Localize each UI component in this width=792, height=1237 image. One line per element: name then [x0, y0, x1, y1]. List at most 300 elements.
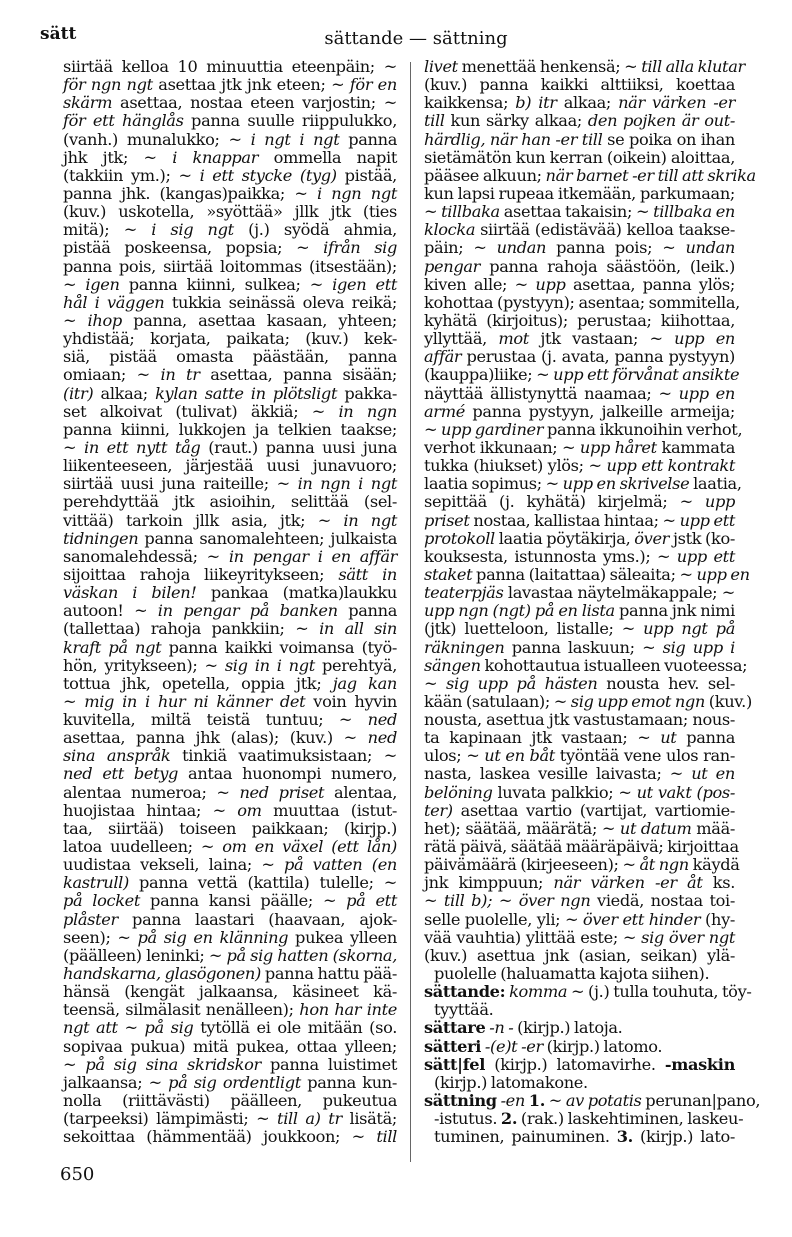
- definition-text: ks.: [702, 873, 735, 893]
- definition-text: asettaa, panna jhk (alas); (kuv.) ~: [63, 728, 368, 748]
- definition-text: panna vettä (kattila) tulelle; ~: [128, 873, 397, 893]
- swedish-phrase: hål i väggen: [63, 292, 165, 312]
- definition-text: jalkaansa; ~: [63, 1072, 169, 1092]
- swedish-phrase: ut en båt: [484, 746, 555, 766]
- text-line: [63, 493, 397, 511]
- text-line: [424, 747, 735, 765]
- text-line: [424, 874, 735, 892]
- swedish-phrase: ut: [660, 728, 677, 748]
- swedish-phrase: upp: [535, 274, 566, 294]
- text-line: [424, 239, 735, 257]
- swedish-phrase: -en: [500, 1091, 525, 1111]
- definition-text: pistää poskeensa, popsia; ~: [63, 238, 324, 258]
- text-line: [63, 258, 397, 276]
- definition-text: ta kapinaan jtk vastaan; ~: [424, 728, 661, 748]
- definition-text: nasta, laskea vesille laivasta; ~: [424, 764, 692, 784]
- text-line: [63, 457, 397, 475]
- definition-text: kohottautua istualleen vuoteessa;: [480, 655, 748, 675]
- definition-text: tyyttää.: [434, 1000, 494, 1020]
- definition-text: taa, siirtää) toiseen paikkaan; (kirjp.): [63, 818, 397, 838]
- definition-text: näyttää ällistynyttä naamaa; ~: [424, 383, 679, 403]
- swedish-phrase: när värken -er: [618, 93, 735, 113]
- text-line: [424, 512, 735, 530]
- definition-text: panna kansi päälle; ~: [140, 891, 347, 911]
- text-line: [63, 947, 397, 965]
- definition-text: selle puolelle, yli; ~: [424, 909, 583, 929]
- text-line: [63, 58, 397, 76]
- text-line: [424, 820, 735, 838]
- text-line: [63, 602, 397, 620]
- text-line: [63, 1019, 397, 1037]
- definition-text: laatia,: [689, 474, 742, 494]
- swedish-phrase: upp håret: [579, 437, 657, 457]
- swedish-phrase: sängen: [424, 655, 481, 675]
- text-line: [424, 1109, 744, 1129]
- definition-text: se poika on ihan: [602, 129, 735, 149]
- text-line: [63, 421, 397, 439]
- definition-text: sijoittaa rahoja liikeyritykseen;: [63, 564, 339, 584]
- definition-text: mää-: [691, 818, 735, 838]
- text-line: [424, 584, 735, 602]
- swedish-phrase: in ngn i ngt: [297, 474, 397, 494]
- guide-word: sätt: [40, 24, 77, 44]
- definition-text: puolelle (haluamatta kajota siihen).: [434, 964, 710, 984]
- swedish-phrase: i ett stycke (tyg): [199, 165, 337, 185]
- text-line: [63, 294, 397, 312]
- text-line: [424, 1091, 761, 1111]
- text-line: [424, 1056, 735, 1074]
- swedish-phrase: ut en: [691, 764, 735, 784]
- swedish-phrase: hon har inte: [299, 1000, 397, 1020]
- text-line: [63, 366, 397, 384]
- definition-text: (kuv.) asettua jnk (asian, seikan) ylä-: [424, 945, 735, 965]
- swedish-phrase: ihop: [87, 310, 122, 330]
- definition-text: kään (satulaan); ~: [424, 691, 571, 711]
- definition-text: ~: [424, 419, 442, 439]
- swedish-phrase: i ngt i ngt: [250, 129, 340, 149]
- text-line: [63, 1092, 397, 1110]
- definition-text: (tarpeeksi) lämpimästi; ~: [63, 1109, 278, 1129]
- definition-text: vittää) tarkoin jllk asia, jtk; ~: [63, 510, 344, 530]
- text-line: [63, 657, 397, 675]
- text-line: [63, 239, 397, 257]
- text-line: [424, 530, 735, 548]
- text-line: [63, 403, 397, 421]
- column-divider: [410, 62, 411, 1162]
- text-line: [63, 203, 397, 221]
- definition-text: panna laastari (haavaan, ajok-: [117, 909, 397, 929]
- headword: -maskin: [664, 1054, 735, 1074]
- text-line: [424, 94, 735, 112]
- text-line: [63, 639, 397, 657]
- definition-text: nolla (riittävästi) päälleen, pukeutua: [63, 1091, 397, 1111]
- definition-text: lisätä;: [341, 1109, 397, 1129]
- text-line: [424, 348, 735, 366]
- text-line: [424, 965, 735, 983]
- text-line: [63, 530, 397, 548]
- text-line: [424, 564, 750, 584]
- text-line: [424, 493, 735, 511]
- text-line: [63, 566, 397, 584]
- definition-text: tinkiä vaatimuksistaan; ~: [170, 746, 398, 766]
- definition-text: nostaa, kallistaa hintaa; ~: [469, 510, 680, 530]
- swedish-phrase: belöning: [424, 782, 493, 802]
- definition-text: yllyttää,: [424, 329, 499, 349]
- swedish-phrase: ut vakt (pos-: [636, 782, 735, 802]
- swedish-phrase: sig upp på hästen: [446, 673, 598, 693]
- swedish-phrase: om en växel (ett lån): [222, 837, 397, 857]
- text-line: [63, 675, 397, 693]
- definition-text: asettaa, panna ylös;: [565, 274, 735, 294]
- swedish-phrase: upp en skrivelse: [562, 474, 690, 494]
- swedish-phrase: kastrull): [63, 873, 129, 893]
- swedish-phrase: tidningen: [63, 528, 139, 548]
- definition-text: pakka-: [337, 383, 397, 403]
- definition-text: ~ (j.) tulla touhuta, töy-: [567, 982, 752, 1002]
- swedish-phrase: över ett hinder: [582, 909, 701, 929]
- definition-text: panna kiinni, lukkojen ja telkien taakse;: [63, 419, 397, 439]
- swedish-phrase: in ett nytt tåg: [84, 437, 201, 457]
- definition-text: yhdistää; korjata, paikata; (kuv.) kek-: [63, 329, 397, 349]
- swedish-phrase: sig upp emot ngn: [570, 691, 705, 711]
- text-line: [63, 131, 397, 149]
- definition-text: hön, yritykseen); ~: [63, 655, 225, 675]
- text-line: [424, 365, 740, 385]
- definition-text: teensä, silmälasit nenälleen);: [63, 1000, 300, 1020]
- swedish-phrase: till: [424, 111, 445, 131]
- definition-text: alkaa;: [556, 93, 619, 113]
- swedish-phrase: ngt att ~ på sig: [63, 1018, 194, 1038]
- text-line: [63, 94, 397, 112]
- text-line: [424, 675, 735, 693]
- swedish-phrase: upp ett: [679, 510, 736, 530]
- definition-text: kuvitella, miltä teistä tuntuu; ~: [63, 710, 368, 730]
- swedish-phrase: ned ett betyg: [63, 764, 179, 784]
- text-line: [63, 584, 397, 602]
- swedish-phrase: tillbaka en: [653, 202, 735, 222]
- definition-text: asettaa, nostaa eteen varjostin; ~: [112, 93, 397, 113]
- definition-text: ~: [424, 891, 444, 911]
- text-line: [424, 312, 735, 330]
- text-line: [424, 258, 735, 276]
- definition-text: asettaa, panna sisään;: [199, 365, 397, 385]
- swedish-phrase: in tr: [160, 365, 200, 385]
- definition-text: (vanh.) munalukko; ~: [63, 129, 251, 149]
- swedish-phrase: upp en: [696, 564, 750, 584]
- text-line: [63, 167, 397, 185]
- text-line: [63, 149, 397, 167]
- definition-text: sopivaa pukua) mitä pukea, ottaa ylleen;: [63, 1036, 397, 1056]
- definition-text: työntää vene ulos ran-: [554, 746, 735, 766]
- text-line: [63, 548, 397, 566]
- definition-text: perehdyttää jtk asioihin, selittää (sel-: [63, 492, 397, 512]
- text-line: [63, 802, 397, 820]
- definition-text: siirtää uusi juna raiteille; ~: [63, 474, 298, 494]
- definition-text: (kirjp.) latomakone.: [434, 1072, 588, 1092]
- definition-text: menettää henkensä; ~: [457, 57, 642, 76]
- definition-text: panna ikkunoihin verhot,: [543, 419, 743, 439]
- swedish-phrase: priset: [424, 510, 470, 530]
- definition-text: (hy-: [700, 909, 735, 929]
- swedish-phrase: livet: [424, 57, 458, 76]
- swedish-phrase: till a) tr: [277, 1109, 342, 1129]
- swedish-phrase: av potatis: [565, 1091, 642, 1111]
- text-line: [63, 856, 397, 874]
- text-line: [424, 837, 739, 857]
- definition-text: ulos; ~: [424, 746, 485, 766]
- swedish-phrase: mot: [498, 329, 529, 349]
- text-line: [424, 1001, 735, 1019]
- definition-text: (kuv.): [705, 691, 752, 711]
- definition-text: panna pois, siirtää loitommas (itsestään);: [63, 256, 397, 276]
- swedish-phrase: över: [634, 528, 670, 548]
- definition-text: ~: [545, 1091, 566, 1111]
- definition-text: vää vauhtia) ylittää este; ~: [424, 927, 642, 947]
- definition-text: päin; ~: [424, 238, 497, 258]
- definition-text: pukea ylleen: [288, 927, 397, 947]
- definition-text: panna: [337, 601, 398, 621]
- text-line: [63, 1001, 397, 1019]
- text-line: [63, 76, 397, 94]
- definition-text: ommella napit: [258, 147, 397, 167]
- text-line: [424, 185, 735, 203]
- definition-text: pankaa (matka)laukku: [196, 583, 398, 603]
- swedish-phrase: väskan i bilen!: [63, 583, 197, 603]
- definition-text: panna pois; ~: [546, 238, 686, 258]
- swedish-phrase: på sig en klänning: [137, 927, 289, 947]
- text-line: [424, 1128, 735, 1146]
- headword: sättande:: [424, 982, 506, 1002]
- definition-text: panna jhk. (kangas)paikka; ~: [63, 183, 317, 203]
- definition-text: jhk jtk; ~: [63, 147, 173, 167]
- definition-text: tukkia seinässä oleva reikä;: [164, 292, 397, 312]
- swedish-phrase: ter): [424, 800, 453, 820]
- left-column: [63, 58, 397, 1146]
- text-line: [424, 57, 745, 76]
- definition-text: panna pystyyn, jalkeille armeija;: [464, 401, 735, 421]
- definition-text: kun särky alkaa;: [444, 111, 588, 131]
- definition-text: lavastaa näytelmäkappale; ~: [503, 583, 735, 603]
- text-line: [424, 548, 735, 566]
- text-line: [424, 855, 740, 875]
- definition-text: (takkiin ym.); ~: [63, 165, 200, 185]
- text-line: [424, 982, 752, 1002]
- text-line: [63, 711, 397, 729]
- definition-text: tottua jhk, opetella, oppia jtk;: [63, 673, 333, 693]
- swedish-phrase: på locket: [63, 891, 141, 911]
- swedish-phrase: armé: [424, 401, 465, 421]
- text-line: [424, 76, 735, 94]
- text-line: [63, 439, 397, 457]
- text-line: [63, 929, 397, 947]
- definition-text: laatia pöytäkirja,: [494, 528, 635, 548]
- swedish-phrase: upp en: [678, 383, 735, 403]
- swedish-phrase: pengar: [424, 256, 481, 276]
- definition-text: verhot ikkunaan; ~: [424, 437, 580, 457]
- text-line: [63, 965, 397, 983]
- definition-text: perehtyä,: [314, 655, 398, 675]
- definition-text: autoon! ~: [63, 601, 158, 621]
- text-line: [424, 911, 735, 929]
- text-line: [424, 221, 735, 239]
- text-line: [63, 1110, 397, 1128]
- swedish-phrase: in all sin: [319, 619, 397, 639]
- text-line: [63, 620, 397, 638]
- text-line: [63, 911, 397, 929]
- swedish-phrase: upp gardiner: [441, 419, 544, 439]
- text-line: [63, 385, 397, 403]
- text-line: [424, 655, 748, 675]
- text-line: [63, 112, 397, 130]
- swedish-phrase: sig upp i: [662, 637, 735, 657]
- definition-text: asettaa vartio (vartijat, vartiomie-: [452, 800, 735, 820]
- definition-text: (kirjp.) lato-: [632, 1127, 735, 1147]
- definition-text: seen); ~: [63, 927, 138, 947]
- text-line: [424, 419, 743, 439]
- definition-text: sekoittaa (hämmentää) joukkoon; ~: [63, 1127, 377, 1147]
- text-line: [424, 474, 742, 494]
- definition-text: panna sanomalehteen; julkaista: [138, 528, 397, 548]
- swedish-phrase: sig över ngt: [641, 927, 735, 947]
- definition-text: muuttaa (istut-: [261, 800, 397, 820]
- swedish-phrase: skärm: [63, 93, 113, 113]
- text-line: [63, 475, 397, 493]
- text-line: [63, 838, 397, 856]
- text-line: [424, 131, 735, 149]
- text-line: [63, 312, 397, 330]
- definition-text: (jtk) luetteloon, listalle; ~: [424, 619, 644, 639]
- swedish-phrase: (itr): [63, 383, 94, 403]
- text-line: [424, 457, 735, 475]
- definition-text: (kauppa)liike; ~: [424, 365, 554, 385]
- text-line: [63, 892, 397, 910]
- definition-text: panna (laitattaa) säleaita; ~: [472, 564, 697, 584]
- swedish-phrase: sina anspråk: [63, 746, 171, 766]
- swedish-phrase: ned: [367, 710, 397, 730]
- definition-text: (tallettaa) rahoja pankkiin; ~: [63, 619, 320, 639]
- swedish-phrase: räkningen: [424, 637, 505, 657]
- definition-text: panna hattu pää-: [260, 964, 397, 984]
- text-line: [424, 947, 735, 965]
- swedish-phrase: mig in i hur ni känner det: [84, 691, 306, 711]
- swedish-phrase: sig in i ngt: [224, 655, 315, 675]
- text-line: [63, 185, 397, 203]
- definition-text: siä, pistää omasta päästään, panna: [63, 347, 397, 367]
- swedish-phrase: kylan satte in plötsligt: [155, 383, 338, 403]
- swedish-phrase: ut datum: [619, 818, 692, 838]
- definition-text: kiven alle; ~: [424, 274, 536, 294]
- swedish-phrase: in ngt: [343, 510, 397, 530]
- swedish-phrase: affär: [424, 347, 462, 367]
- headword: 2.: [500, 1109, 518, 1129]
- text-line: [63, 747, 397, 765]
- swedish-phrase: -n -: [489, 1018, 514, 1038]
- definition-text: panna luistimet: [260, 1054, 397, 1074]
- swedish-phrase: till b); ~ över ngn: [443, 891, 591, 911]
- definition-text: set alkoivat (tulivat) äkkiä; ~: [63, 401, 339, 421]
- definition-text: kohottaa (pystyyn); asentaa; sommitella,: [424, 292, 740, 312]
- swedish-phrase: när barnet -er till att skrika: [545, 165, 756, 185]
- definition-text: hänsä (kengät jalkaansa, käsineet kä-: [63, 982, 397, 1002]
- swedish-phrase: upp: [704, 492, 735, 512]
- definition-text: mitä); ~: [63, 220, 152, 240]
- swedish-phrase: igen: [85, 274, 120, 294]
- text-line: [424, 276, 735, 294]
- definition-text: sietämätön kun kerran (oikein) aloittaa,: [424, 147, 735, 167]
- definition-text: antaa huonompi numero,: [178, 764, 397, 784]
- swedish-phrase: komma: [509, 982, 568, 1002]
- definition-text: rätä päivä, säätää määräpäivä; kirjoittaa: [424, 837, 739, 857]
- definition-text: asettaa takaisin; ~: [499, 202, 654, 222]
- definition-text: kouksesta, istunnosta yms.); ~: [424, 546, 677, 566]
- swedish-phrase: klocka: [424, 220, 476, 240]
- swedish-phrase: staket: [424, 564, 473, 584]
- swedish-phrase: undan: [685, 238, 735, 258]
- swedish-phrase: sätt in: [338, 564, 397, 584]
- definition-text: alkaa;: [93, 383, 156, 403]
- text-line: [424, 802, 735, 820]
- swedish-phrase: ifrån sig: [323, 238, 397, 258]
- definition-text: alentaa numeroa; ~: [63, 782, 240, 802]
- definition-text: latoa uudelleen; ~: [63, 837, 223, 857]
- text-line: [63, 693, 397, 711]
- definition-text: omiaan; ~: [63, 365, 161, 385]
- swedish-phrase: i knappar: [172, 147, 259, 167]
- definition-text: tuminen, painuminen.: [434, 1127, 617, 1147]
- text-line: [424, 639, 735, 657]
- swedish-phrase: tillbaka: [441, 202, 500, 222]
- definition-text: ~: [63, 1054, 86, 1074]
- definition-text: nousta, asettua jtk vastustamaan; nous-: [424, 710, 735, 730]
- page-title: sättande — sättning: [324, 28, 508, 49]
- swedish-phrase: handskarna, glasögonen): [63, 964, 261, 984]
- text-line: [424, 729, 735, 747]
- definition-text: het); säätää, määrätä; ~: [424, 818, 620, 838]
- definition-text: ~: [63, 691, 85, 711]
- text-line: [63, 330, 397, 348]
- definition-text: (kirjp.) latoja.: [513, 1018, 623, 1038]
- text-line: [424, 1038, 735, 1056]
- text-line: [63, 729, 397, 747]
- headword: 3.: [616, 1127, 633, 1147]
- right-column: [424, 57, 761, 1147]
- swedish-phrase: -(e)t -er: [484, 1036, 543, 1056]
- definition-text: panna: [339, 129, 397, 149]
- swedish-phrase: plåster: [63, 909, 118, 929]
- text-line: [63, 1056, 397, 1074]
- definition-text: jstk (ko-: [669, 528, 735, 548]
- swedish-phrase: teaterpjäs: [424, 583, 504, 603]
- text-line: [424, 929, 735, 947]
- text-line: [424, 292, 740, 312]
- swedish-phrase: upp ngt på: [643, 619, 735, 639]
- definition-text: luvata palkkio; ~: [492, 782, 637, 802]
- definition-text: panna laskuun; ~: [504, 637, 663, 657]
- text-line: [424, 403, 735, 421]
- swedish-phrase: härdlig, när han -er till: [424, 129, 603, 149]
- definition-text: (kirjp.) latomo.: [542, 1036, 663, 1056]
- text-line: [424, 711, 735, 729]
- definition-text: ~: [63, 310, 88, 330]
- definition-text: jnk kimppuun;: [424, 873, 554, 893]
- swedish-phrase: upp en: [674, 329, 736, 349]
- swedish-phrase: till alla klutar: [641, 57, 745, 76]
- definition-text: kyhätä (kirjoitus); perustaa; kiihottaa,: [424, 310, 735, 330]
- swedish-phrase: på ett: [346, 891, 397, 911]
- definition-text: (raut.) panna uusi juna: [200, 437, 397, 457]
- swedish-phrase: kraft på ngt: [63, 637, 162, 657]
- swedish-phrase: på sig sina skridskor: [85, 1054, 261, 1074]
